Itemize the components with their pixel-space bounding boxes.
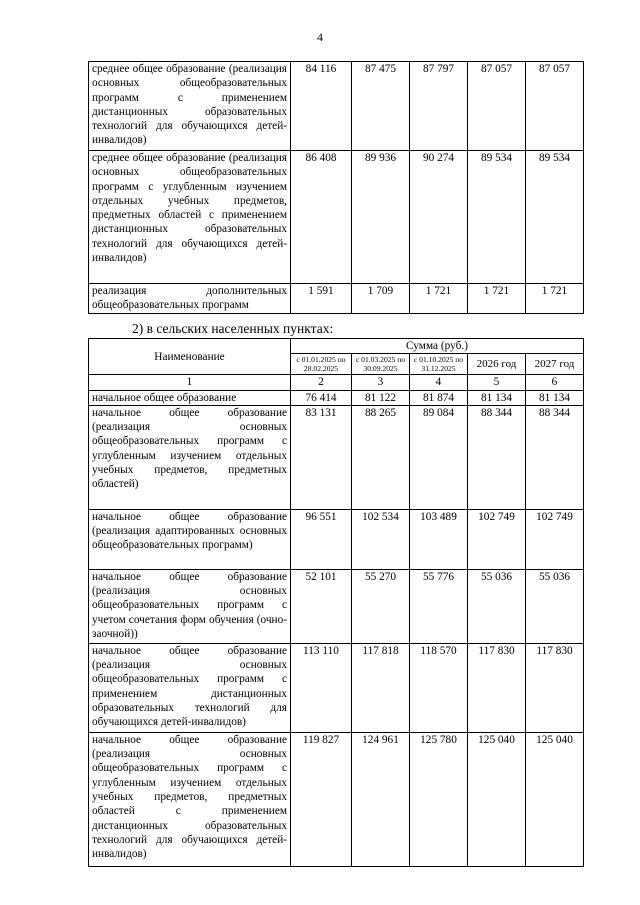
row-value: 83 131 (291, 405, 352, 509)
row-name: реализация дополнительных общеобразовательных программ (89, 284, 291, 314)
row-value: 87 797 (410, 62, 468, 151)
row-value: 1 721 (468, 284, 526, 314)
row-value: 76 414 (291, 390, 352, 405)
header-period-3: с 01.10.2025 по 31.12.2025 (410, 354, 468, 375)
row-value: 84 116 (291, 62, 352, 151)
row-value: 55 270 (352, 569, 410, 643)
row-value: 102 749 (468, 509, 526, 569)
row-value: 81 874 (410, 390, 468, 405)
row-value: 117 830 (526, 643, 584, 732)
header-row-main (89, 339, 584, 354)
row-value: 55 036 (526, 569, 584, 643)
row-value: 96 551 (291, 509, 352, 569)
row-value: 87 057 (526, 62, 584, 151)
row-value: 102 534 (352, 509, 410, 569)
row-value: 81 134 (468, 390, 526, 405)
row-value: 88 265 (352, 405, 410, 509)
table-row (89, 284, 584, 314)
row-value: 103 489 (410, 509, 468, 569)
table-row (89, 732, 584, 866)
table-urban-continued (88, 61, 584, 314)
row-value: 87 475 (352, 62, 410, 151)
row-value: 1 591 (291, 284, 352, 314)
col-number-3: 3 (352, 375, 410, 390)
row-value: 52 101 (291, 569, 352, 643)
row-value: 81 134 (526, 390, 584, 405)
row-value: 88 344 (526, 405, 584, 509)
col-number-5: 5 (468, 375, 526, 390)
row-value: 117 830 (468, 643, 526, 732)
col-number-2: 2 (291, 375, 352, 390)
header-period-2: с 01.03.2025 по 30.09.2025 (352, 354, 410, 375)
table-row (89, 151, 584, 284)
header-period-1: с 01.01.2025 по 28.02.2025 (291, 354, 352, 375)
page-number: 4 (317, 30, 323, 44)
row-value: 1 721 (410, 284, 468, 314)
row-value: 119 827 (291, 732, 352, 866)
row-value: 1 721 (526, 284, 584, 314)
header-sum: Сумма (руб.) (291, 339, 584, 354)
table-row (89, 390, 584, 405)
row-value: 86 408 (291, 151, 352, 284)
row-name: начальное общее образование (реализация основных общеобразовательных программ с углубленным изучением отдельных учебных предметов, предметных областей) (89, 405, 291, 509)
row-value: 81 122 (352, 390, 410, 405)
row-value: 87 057 (468, 62, 526, 151)
table-rural (88, 338, 584, 867)
row-value: 89 534 (526, 151, 584, 284)
table-row (89, 509, 584, 569)
row-value: 125 040 (526, 732, 584, 866)
row-name: среднее общее образование (реализация основных общеобразовательных программ с углубленным изучением отдельных учебных предметов, предметных областей с применением дистанционных образовательных технологий для обучающихся детей-инвалидов) (89, 151, 291, 284)
row-value: 113 110 (291, 643, 352, 732)
row-value: 55 036 (468, 569, 526, 643)
table-row (89, 643, 584, 732)
row-value: 88 344 (468, 405, 526, 509)
row-name: начальное общее образование (реализация основных общеобразовательных программ с применением дистанционных образовательных технологий для обучающихся детей-инвалидов) (89, 643, 291, 732)
table-rural-body (89, 390, 584, 866)
row-name: начальное общее образование (реализация основных общеобразовательных программ с учетом сочетания форм обучения (очно-заочной)) (89, 569, 291, 643)
row-value: 124 961 (352, 732, 410, 866)
row-value: 90 274 (410, 151, 468, 284)
col-number-1: 1 (89, 375, 291, 390)
row-value: 89 936 (352, 151, 410, 284)
row-value: 102 749 (526, 509, 584, 569)
col-number-6: 6 (526, 375, 584, 390)
table-row (89, 405, 584, 509)
header-row-col-numbers (89, 375, 584, 390)
row-value: 89 084 (410, 405, 468, 509)
table-row (89, 62, 584, 151)
table-row (89, 569, 584, 643)
row-value: 1 709 (352, 284, 410, 314)
rural-section-heading: 2) в сельских населенных пунктах: (132, 321, 334, 336)
header-year-2026: 2026 год (468, 354, 526, 375)
row-value: 125 780 (410, 732, 468, 866)
row-value: 118 570 (410, 643, 468, 732)
table-urban-body (89, 62, 584, 314)
row-value: 55 776 (410, 569, 468, 643)
header-year-2027: 2027 год (526, 354, 584, 375)
header-name: Наименование (89, 339, 291, 375)
row-name: начальное общее образование (реализация основных общеобразовательных программ с углубленным изучением отдельных учебных предметов, предметных областей с применением дистанционных образовательных технологий для обучающихся детей-инвалидов) (89, 732, 291, 866)
col-number-4: 4 (410, 375, 468, 390)
table-rural-header (89, 339, 584, 391)
row-value: 125 040 (468, 732, 526, 866)
row-name: среднее общее образование (реализация основных общеобразовательных программ с применением дистанционных образовательных технологий для обучающихся детей-инвалидов) (89, 62, 291, 151)
row-value: 117 818 (352, 643, 410, 732)
row-value: 89 534 (468, 151, 526, 284)
row-name: начальное общее образование (реализация адаптированных основных общеобразовательных программ) (89, 509, 291, 569)
row-name: начальное общее образование (89, 390, 291, 405)
